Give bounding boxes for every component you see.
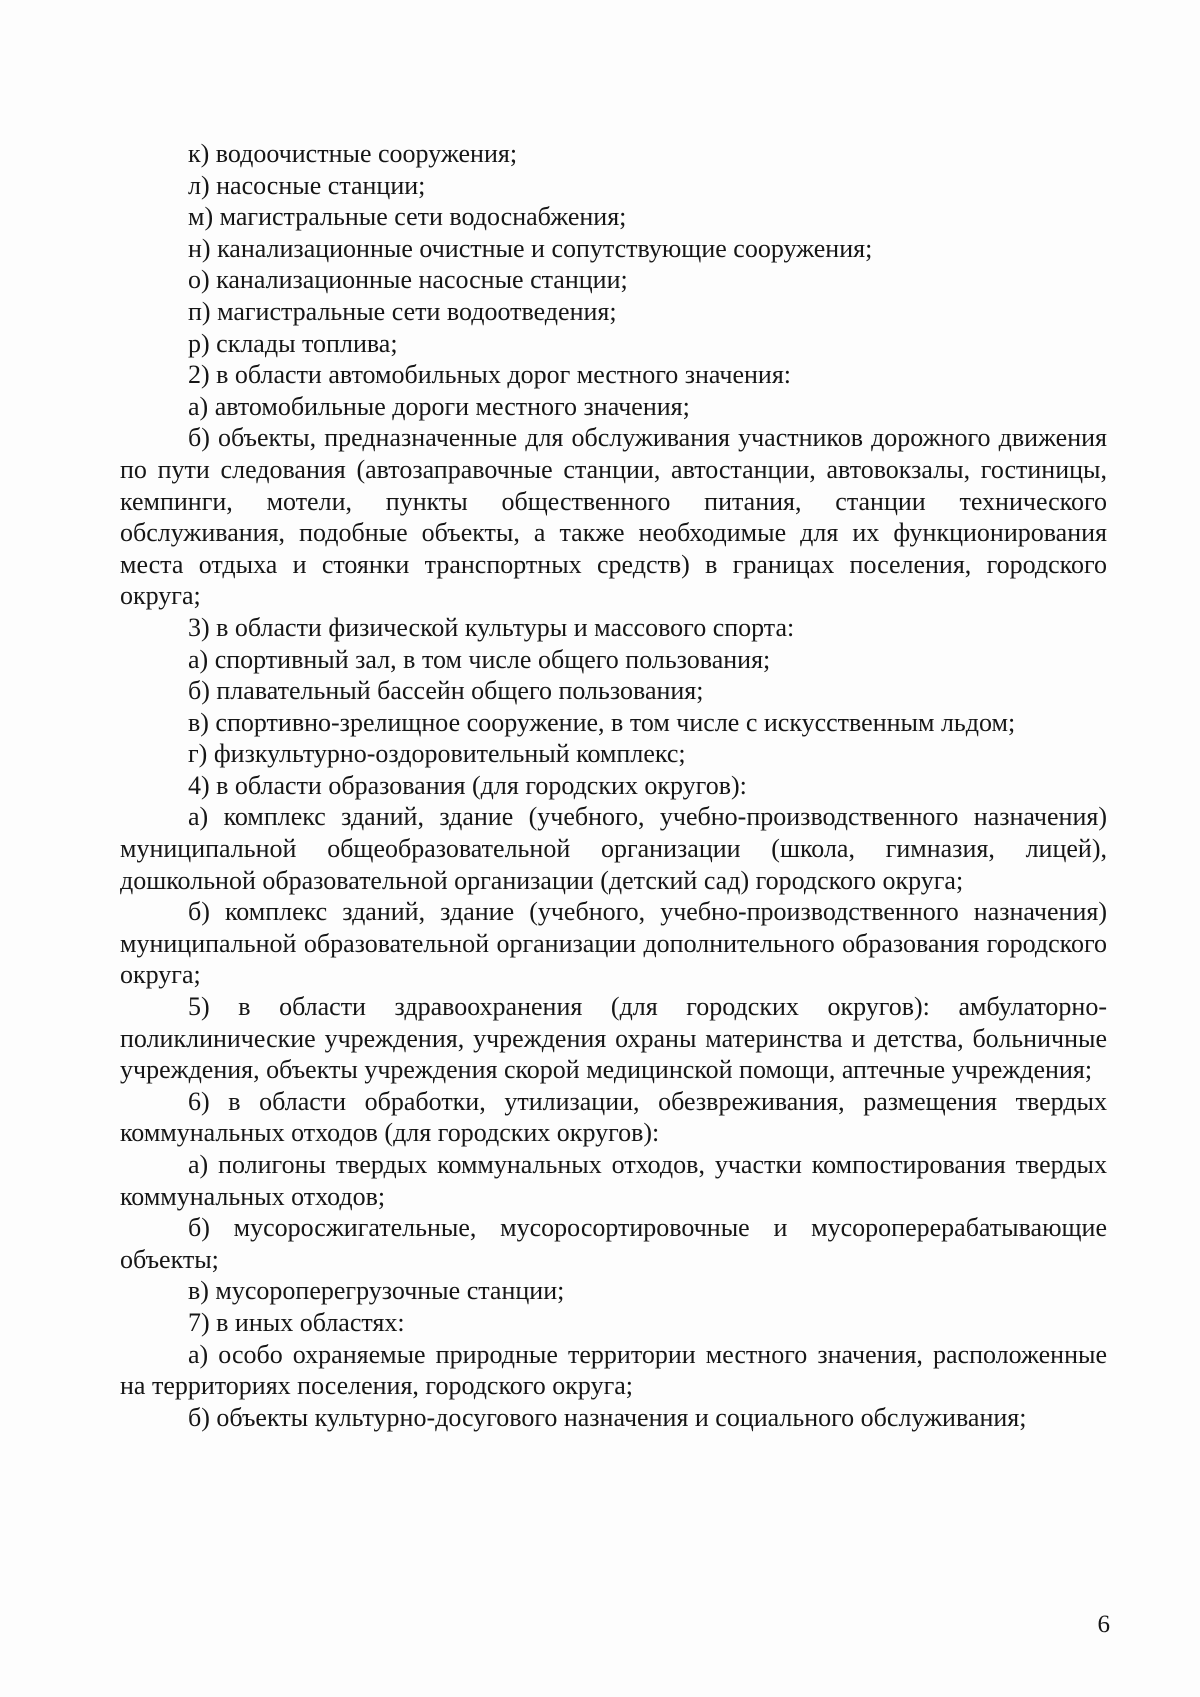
list-item-l: л) насосные станции; — [188, 170, 426, 200]
section-healthcare: 5) в области здравоохранения (для городских округов): амбулаторно-поликлинические учреждения, учреждения охраны материнства и детства, больничные учреждения, объекты учреждения скорой медицинской помощи, аптечные учреждения; — [120, 992, 1107, 1085]
page-number: 6 — [1097, 1611, 1110, 1638]
list-item-other-b: б) объекты культурно-досугового назначения и социального обслуживания; — [188, 1402, 1027, 1432]
list-item-waste-b: б) мусоросжигательные, мусоросортировочные и мусороперерабатывающие объекты; — [120, 1213, 1107, 1274]
list-item-sport-b: б) плавательный бассейн общего пользования; — [188, 676, 704, 706]
list-item-r: р) склады топлива; — [188, 328, 398, 358]
list-item-roads-a: а) автомобильные дороги местного значения; — [188, 391, 690, 421]
section-heading-education: 4) в области образования (для городских округов): — [188, 770, 747, 800]
list-item-k: к) водоочистные сооружения; — [188, 139, 518, 168]
section-heading-sport: 3) в области физической культуры и массового спорта: — [188, 612, 795, 642]
list-item-n: н) канализационные очистные и сопутствующие сооружения; — [188, 233, 873, 263]
section-heading-other: 7) в иных областях: — [188, 1307, 405, 1337]
list-item-o: о) канализационные насосные станции; — [188, 265, 628, 295]
section-heading-roads: 2) в области автомобильных дорог местного значения: — [188, 360, 792, 390]
list-item-m: м) магистральные сети водоснабжения; — [188, 202, 627, 232]
list-item-education-b: б) комплекс зданий, здание (учебного, учебно-производственного назначения) муниципальной образовательной организации дополнительного образования городского округа; — [120, 897, 1107, 990]
list-item-waste-v: в) мусороперегрузочные станции; — [188, 1276, 565, 1306]
list-item-education-a: а) комплекс зданий, здание (учебного, учебно-производственного назначения) муниципальной общеобразовательной организации (школа, гимназия, лицей), дошкольной образовательной организации (детский сад) городского округа; — [120, 802, 1107, 895]
list-item-waste-a: а) полигоны твердых коммунальных отходов, участки компостирования твердых коммунальных отходов; — [120, 1150, 1107, 1211]
list-item-sport-v: в) спортивно-зрелищное сооружение, в том числе с искусственным льдом; — [188, 707, 1016, 737]
list-item-roads-b: б) объекты, предназначенные для обслуживания участников дорожного движения по пути следования (автозаправочные станции, автостанции, автовокзалы, гостиницы, кемпинги, мотели, пункты общественного питания, станции технического обслуживания, подобные объекты, а также необходимые для их функционирования места отдыха и стоянки транспортных средств) в границах поселения, городского округа; — [120, 423, 1107, 611]
list-item-sport-a: а) спортивный зал, в том числе общего пользования; — [188, 644, 771, 674]
document-body — [120, 138, 1107, 1433]
list-item-other-a: а) особо охраняемые природные территории местного значения, расположенные на территориях поселения, городского округа; — [120, 1339, 1107, 1401]
list-item-p: п) магистральные сети водоотведения; — [188, 296, 617, 326]
list-item-sport-g: г) физкультурно-оздоровительный комплекс; — [188, 739, 686, 769]
section-heading-waste: 6) в области обработки, утилизации, обезвреживания, размещения твердых коммунальных отходов (для городских округов): — [120, 1086, 1107, 1148]
